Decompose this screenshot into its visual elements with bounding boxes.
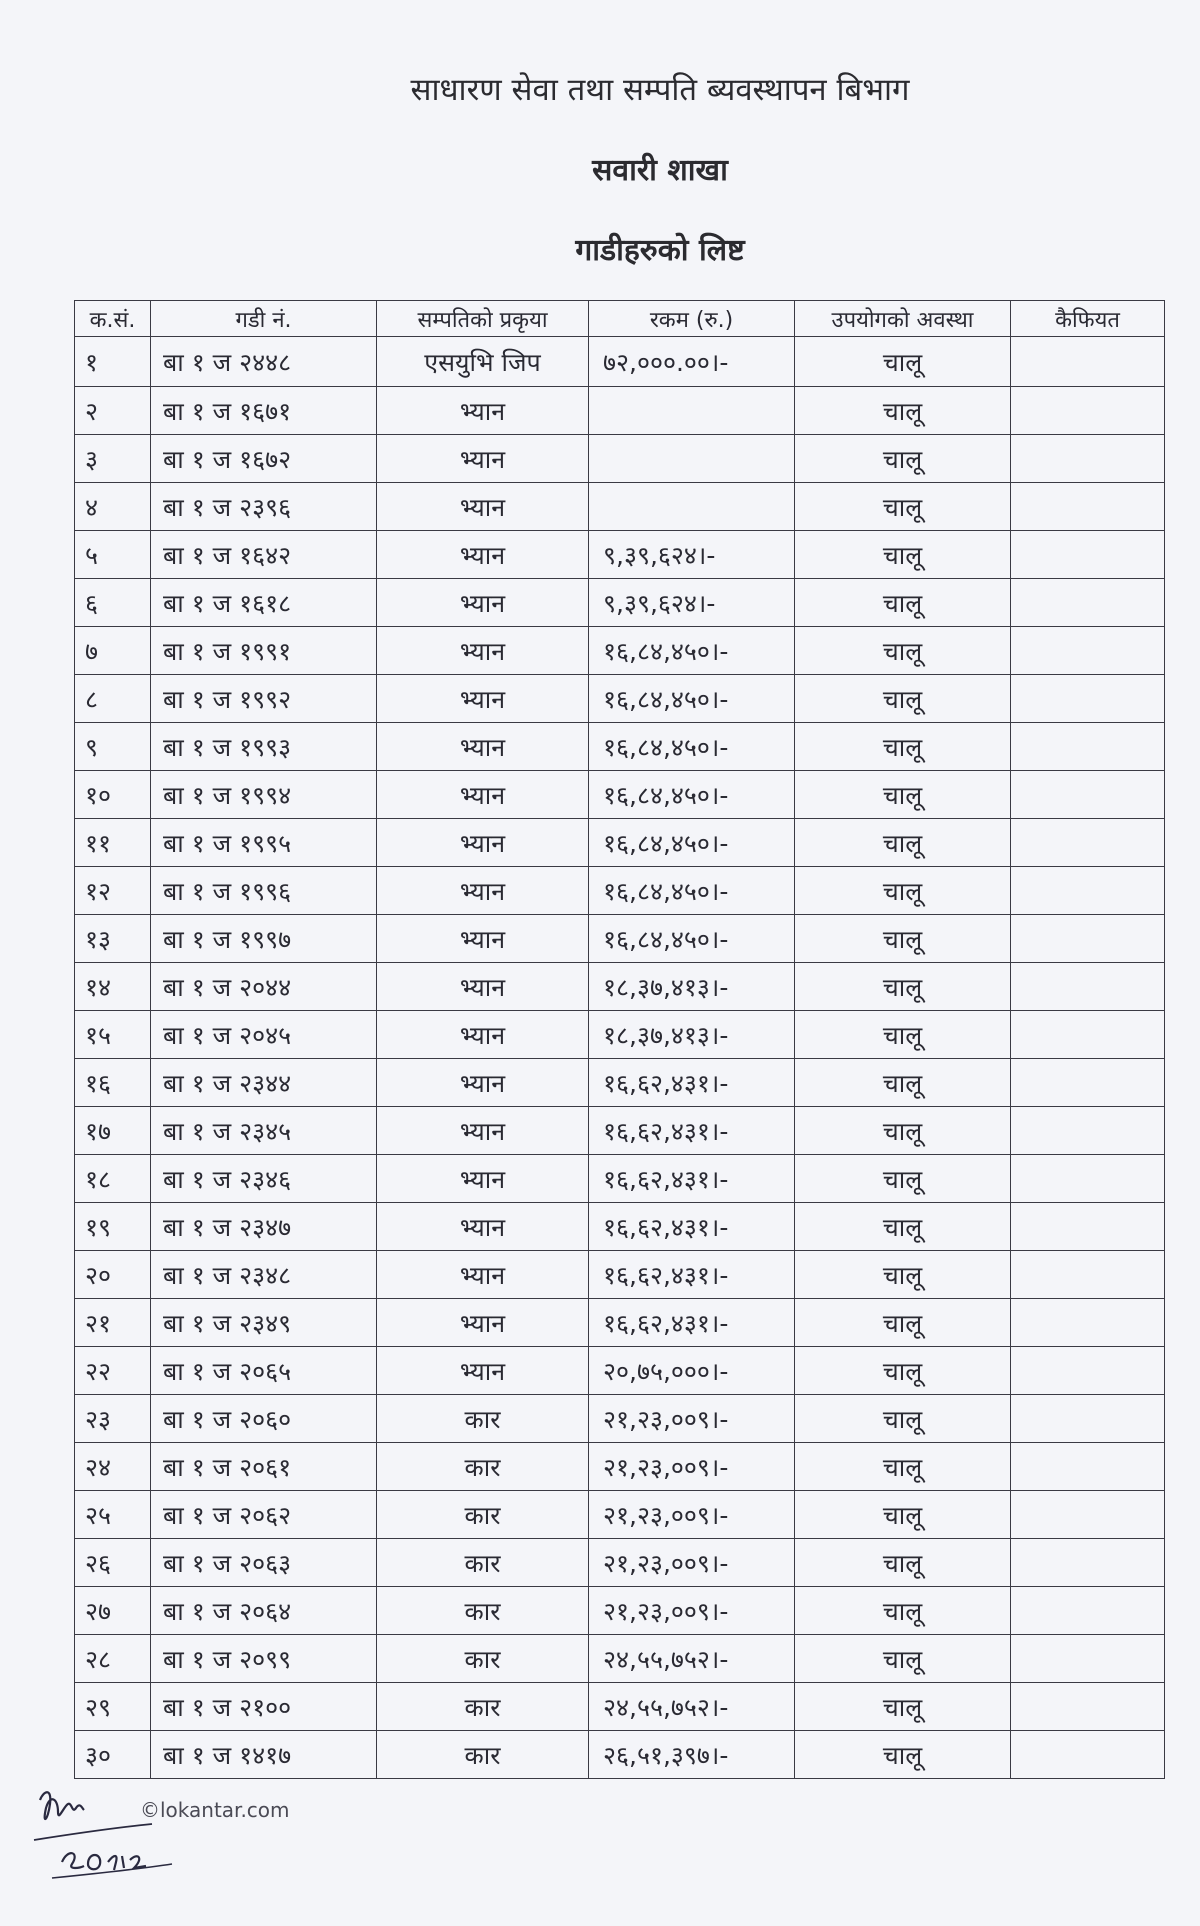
cell-status: चालू bbox=[795, 819, 1011, 867]
cell-remarks bbox=[1011, 1251, 1165, 1299]
cell-status: चालू bbox=[795, 915, 1011, 963]
cell-amount bbox=[589, 387, 795, 435]
cell-sn: १५ bbox=[75, 1011, 151, 1059]
cell-sn: १६ bbox=[75, 1059, 151, 1107]
cell-sn: ९ bbox=[75, 723, 151, 771]
cell-plate: बा १ ज २०६१ bbox=[151, 1443, 377, 1491]
cell-amount: २१,२३,००९।- bbox=[589, 1395, 795, 1443]
cell-remarks bbox=[1011, 1491, 1165, 1539]
cell-status: चालू bbox=[795, 1539, 1011, 1587]
cell-type: एसयुभि जिप bbox=[377, 337, 589, 387]
table-row bbox=[75, 915, 1165, 963]
cell-type: भ्यान bbox=[377, 627, 589, 675]
table-row bbox=[75, 1251, 1165, 1299]
cell-type: भ्यान bbox=[377, 1155, 589, 1203]
cell-type: भ्यान bbox=[377, 675, 589, 723]
cell-remarks bbox=[1011, 483, 1165, 531]
cell-plate: बा १ ज २०६३ bbox=[151, 1539, 377, 1587]
cell-status: चालू bbox=[795, 531, 1011, 579]
cell-plate: बा १ ज २४४८ bbox=[151, 337, 377, 387]
cell-plate: बा १ ज २१०० bbox=[151, 1683, 377, 1731]
cell-remarks bbox=[1011, 1731, 1165, 1779]
cell-plate: बा १ ज १६७२ bbox=[151, 435, 377, 483]
cell-plate: बा १ ज २३४४ bbox=[151, 1059, 377, 1107]
cell-sn: २२ bbox=[75, 1347, 151, 1395]
cell-remarks bbox=[1011, 531, 1165, 579]
cell-amount: १६,६२,४३१।- bbox=[589, 1203, 795, 1251]
table-row bbox=[75, 1203, 1165, 1251]
table-row bbox=[75, 1107, 1165, 1155]
cell-plate: बा १ ज २०९९ bbox=[151, 1635, 377, 1683]
cell-remarks bbox=[1011, 1347, 1165, 1395]
cell-amount: १६,६२,४३१।- bbox=[589, 1251, 795, 1299]
cell-status: चालू bbox=[795, 1395, 1011, 1443]
cell-remarks bbox=[1011, 819, 1165, 867]
table-row bbox=[75, 579, 1165, 627]
cell-status: चालू bbox=[795, 579, 1011, 627]
table-row bbox=[75, 1011, 1165, 1059]
cell-sn: १३ bbox=[75, 915, 151, 963]
cell-amount: ९,३९,६२४।- bbox=[589, 531, 795, 579]
cell-sn: २९ bbox=[75, 1683, 151, 1731]
cell-sn: १ bbox=[75, 337, 151, 387]
cell-sn: ७ bbox=[75, 627, 151, 675]
cell-amount: २१,२३,००९।- bbox=[589, 1539, 795, 1587]
cell-sn: २१ bbox=[75, 1299, 151, 1347]
column-header-type: सम्पतिको प्रकृया bbox=[377, 301, 589, 337]
cell-status: चालू bbox=[795, 1587, 1011, 1635]
cell-plate: बा १ ज १९९४ bbox=[151, 771, 377, 819]
cell-sn: २३ bbox=[75, 1395, 151, 1443]
table-row bbox=[75, 1299, 1165, 1347]
cell-remarks bbox=[1011, 1539, 1165, 1587]
cell-type: कार bbox=[377, 1539, 589, 1587]
cell-plate: बा १ ज २०४४ bbox=[151, 963, 377, 1011]
column-header-remarks: कैफियत bbox=[1011, 301, 1165, 337]
cell-status: चालू bbox=[795, 1443, 1011, 1491]
cell-amount: १८,३७,४१३।- bbox=[589, 963, 795, 1011]
table-row bbox=[75, 1587, 1165, 1635]
cell-status: चालू bbox=[795, 771, 1011, 819]
table-row bbox=[75, 1059, 1165, 1107]
cell-remarks bbox=[1011, 337, 1165, 387]
cell-status: चालू bbox=[795, 867, 1011, 915]
cell-type: भ्यान bbox=[377, 1251, 589, 1299]
watermark-text: ©lokantar.com bbox=[140, 1798, 290, 1822]
cell-remarks bbox=[1011, 675, 1165, 723]
cell-amount: ९,३९,६२४।- bbox=[589, 579, 795, 627]
cell-type: भ्यान bbox=[377, 867, 589, 915]
cell-plate: बा १ ज २०६२ bbox=[151, 1491, 377, 1539]
cell-status: चालू bbox=[795, 483, 1011, 531]
cell-remarks bbox=[1011, 915, 1165, 963]
table-row bbox=[75, 1731, 1165, 1779]
cell-type: कार bbox=[377, 1443, 589, 1491]
cell-sn: ३ bbox=[75, 435, 151, 483]
cell-amount: २१,२३,००९।- bbox=[589, 1443, 795, 1491]
table-row bbox=[75, 531, 1165, 579]
cell-status: चालू bbox=[795, 387, 1011, 435]
cell-status: चालू bbox=[795, 723, 1011, 771]
cell-amount: १६,६२,४३१।- bbox=[589, 1299, 795, 1347]
cell-status: चालू bbox=[795, 1635, 1011, 1683]
column-header-sn: क.सं. bbox=[75, 301, 151, 337]
cell-sn: २ bbox=[75, 387, 151, 435]
cell-amount: १६,८४,४५०।- bbox=[589, 723, 795, 771]
cell-amount: २४,५५,७५२।- bbox=[589, 1683, 795, 1731]
cell-status: चालू bbox=[795, 1107, 1011, 1155]
cell-plate: बा १ ज १९९५ bbox=[151, 819, 377, 867]
table-row bbox=[75, 483, 1165, 531]
cell-sn: ११ bbox=[75, 819, 151, 867]
cell-type: कार bbox=[377, 1683, 589, 1731]
cell-type: कार bbox=[377, 1635, 589, 1683]
cell-sn: १८ bbox=[75, 1155, 151, 1203]
cell-remarks bbox=[1011, 579, 1165, 627]
cell-plate: बा १ ज १९९७ bbox=[151, 915, 377, 963]
cell-sn: ३० bbox=[75, 1731, 151, 1779]
cell-plate: बा १ ज २०६५ bbox=[151, 1347, 377, 1395]
cell-sn: २७ bbox=[75, 1587, 151, 1635]
cell-sn: १९ bbox=[75, 1203, 151, 1251]
cell-status: चालू bbox=[795, 435, 1011, 483]
cell-sn: २६ bbox=[75, 1539, 151, 1587]
cell-sn: ८ bbox=[75, 675, 151, 723]
list-title: गाडीहरुको लिष्ट bbox=[575, 233, 745, 268]
cell-amount: १६,८४,४५०।- bbox=[589, 627, 795, 675]
cell-status: चालू bbox=[795, 1347, 1011, 1395]
cell-type: भ्यान bbox=[377, 915, 589, 963]
table-row bbox=[75, 1539, 1165, 1587]
cell-plate: बा १ ज १९९३ bbox=[151, 723, 377, 771]
cell-sn: १० bbox=[75, 771, 151, 819]
cell-type: भ्यान bbox=[377, 771, 589, 819]
cell-amount: २१,२३,००९।- bbox=[589, 1587, 795, 1635]
table-row bbox=[75, 387, 1165, 435]
table-header-row bbox=[75, 301, 1165, 337]
cell-amount bbox=[589, 435, 795, 483]
column-header-plate: गडी नं. bbox=[151, 301, 377, 337]
cell-type: भ्यान bbox=[377, 1107, 589, 1155]
cell-status: चालू bbox=[795, 1731, 1011, 1779]
cell-amount: १६,६२,४३१।- bbox=[589, 1155, 795, 1203]
table-row bbox=[75, 1395, 1165, 1443]
cell-amount: २१,२३,००९।- bbox=[589, 1491, 795, 1539]
cell-amount: १६,८४,४५०।- bbox=[589, 819, 795, 867]
department-title: साधारण सेवा तथा सम्पति ब्यवस्थापन बिभाग bbox=[410, 72, 910, 108]
cell-plate: बा १ ज १६४२ bbox=[151, 531, 377, 579]
table-row bbox=[75, 1443, 1165, 1491]
vehicle-table bbox=[74, 300, 1165, 1779]
cell-sn: २८ bbox=[75, 1635, 151, 1683]
cell-status: चालू bbox=[795, 627, 1011, 675]
table-row bbox=[75, 1491, 1165, 1539]
cell-amount: १६,८४,४५०।- bbox=[589, 915, 795, 963]
cell-plate: बा १ ज २०४५ bbox=[151, 1011, 377, 1059]
cell-plate: बा १ ज १९९६ bbox=[151, 867, 377, 915]
cell-type: भ्यान bbox=[377, 963, 589, 1011]
cell-status: चालू bbox=[795, 1683, 1011, 1731]
cell-plate: बा १ ज २३४८ bbox=[151, 1251, 377, 1299]
cell-status: चालू bbox=[795, 1299, 1011, 1347]
cell-remarks bbox=[1011, 387, 1165, 435]
table-row bbox=[75, 337, 1165, 387]
cell-remarks bbox=[1011, 1587, 1165, 1635]
table-row bbox=[75, 1347, 1165, 1395]
cell-sn: २५ bbox=[75, 1491, 151, 1539]
cell-type: भ्यान bbox=[377, 723, 589, 771]
cell-remarks bbox=[1011, 1299, 1165, 1347]
cell-sn: २४ bbox=[75, 1443, 151, 1491]
cell-type: भ्यान bbox=[377, 819, 589, 867]
cell-remarks bbox=[1011, 1011, 1165, 1059]
cell-remarks bbox=[1011, 1443, 1165, 1491]
section-title: सवारी शाखा bbox=[592, 153, 728, 188]
cell-plate: बा १ ज २०६० bbox=[151, 1395, 377, 1443]
cell-remarks bbox=[1011, 1059, 1165, 1107]
cell-remarks bbox=[1011, 1155, 1165, 1203]
cell-remarks bbox=[1011, 867, 1165, 915]
cell-amount: २६,५१,३९७।- bbox=[589, 1731, 795, 1779]
column-header-amount: रकम (रु.) bbox=[589, 301, 795, 337]
cell-type: भ्यान bbox=[377, 1347, 589, 1395]
cell-status: चालू bbox=[795, 675, 1011, 723]
cell-type: भ्यान bbox=[377, 387, 589, 435]
table-row bbox=[75, 435, 1165, 483]
cell-plate: बा १ ज १९९१ bbox=[151, 627, 377, 675]
cell-plate: बा १ ज १६७१ bbox=[151, 387, 377, 435]
cell-remarks bbox=[1011, 771, 1165, 819]
table-row bbox=[75, 1635, 1165, 1683]
table-row bbox=[75, 675, 1165, 723]
cell-sn: ६ bbox=[75, 579, 151, 627]
cell-type: भ्यान bbox=[377, 1011, 589, 1059]
cell-plate: बा १ ज २३९६ bbox=[151, 483, 377, 531]
cell-plate: बा १ ज २०६४ bbox=[151, 1587, 377, 1635]
cell-plate: बा १ ज २३४७ bbox=[151, 1203, 377, 1251]
table-body bbox=[75, 337, 1165, 1779]
table-row bbox=[75, 1155, 1165, 1203]
cell-plate: बा १ ज २३४५ bbox=[151, 1107, 377, 1155]
cell-type: भ्यान bbox=[377, 435, 589, 483]
cell-amount: १८,३७,४१३।- bbox=[589, 1011, 795, 1059]
column-header-status: उपयोगको अवस्था bbox=[795, 301, 1011, 337]
cell-sn: ४ bbox=[75, 483, 151, 531]
cell-sn: १४ bbox=[75, 963, 151, 1011]
cell-sn: १२ bbox=[75, 867, 151, 915]
cell-amount: १६,८४,४५०।- bbox=[589, 867, 795, 915]
cell-type: कार bbox=[377, 1587, 589, 1635]
table-row bbox=[75, 963, 1165, 1011]
cell-type: कार bbox=[377, 1731, 589, 1779]
cell-type: भ्यान bbox=[377, 483, 589, 531]
table-row bbox=[75, 819, 1165, 867]
cell-plate: बा १ ज २३४६ bbox=[151, 1155, 377, 1203]
cell-remarks bbox=[1011, 435, 1165, 483]
cell-remarks bbox=[1011, 1395, 1165, 1443]
cell-amount: १६,६२,४३१।- bbox=[589, 1059, 795, 1107]
cell-remarks bbox=[1011, 963, 1165, 1011]
table-row bbox=[75, 771, 1165, 819]
cell-remarks bbox=[1011, 1635, 1165, 1683]
cell-remarks bbox=[1011, 1683, 1165, 1731]
cell-type: भ्यान bbox=[377, 1059, 589, 1107]
cell-status: चालू bbox=[795, 337, 1011, 387]
cell-plate: बा १ ज १९९२ bbox=[151, 675, 377, 723]
cell-status: चालू bbox=[795, 1059, 1011, 1107]
cell-amount: १६,८४,४५०।- bbox=[589, 771, 795, 819]
cell-status: चालू bbox=[795, 1203, 1011, 1251]
cell-remarks bbox=[1011, 723, 1165, 771]
cell-type: भ्यान bbox=[377, 579, 589, 627]
cell-amount: ७२,०००.००।- bbox=[589, 337, 795, 387]
cell-remarks bbox=[1011, 1107, 1165, 1155]
cell-type: कार bbox=[377, 1395, 589, 1443]
cell-plate: बा १ ज १४१७ bbox=[151, 1731, 377, 1779]
cell-type: भ्यान bbox=[377, 531, 589, 579]
cell-plate: बा १ ज २३४९ bbox=[151, 1299, 377, 1347]
cell-status: चालू bbox=[795, 963, 1011, 1011]
cell-amount bbox=[589, 483, 795, 531]
table-row bbox=[75, 1683, 1165, 1731]
cell-type: भ्यान bbox=[377, 1299, 589, 1347]
cell-type: कार bbox=[377, 1491, 589, 1539]
table-row bbox=[75, 723, 1165, 771]
cell-amount: २४,५५,७५२।- bbox=[589, 1635, 795, 1683]
cell-status: चालू bbox=[795, 1155, 1011, 1203]
cell-type: भ्यान bbox=[377, 1203, 589, 1251]
cell-plate: बा १ ज १६१८ bbox=[151, 579, 377, 627]
cell-sn: १७ bbox=[75, 1107, 151, 1155]
cell-remarks bbox=[1011, 627, 1165, 675]
cell-amount: १६,८४,४५०।- bbox=[589, 675, 795, 723]
cell-sn: ५ bbox=[75, 531, 151, 579]
table-row bbox=[75, 627, 1165, 675]
cell-sn: २० bbox=[75, 1251, 151, 1299]
cell-status: चालू bbox=[795, 1491, 1011, 1539]
cell-remarks bbox=[1011, 1203, 1165, 1251]
cell-amount: २०,७५,०००।- bbox=[589, 1347, 795, 1395]
cell-amount: १६,६२,४३१।- bbox=[589, 1107, 795, 1155]
cell-status: चालू bbox=[795, 1251, 1011, 1299]
table-row bbox=[75, 867, 1165, 915]
cell-status: चालू bbox=[795, 1011, 1011, 1059]
